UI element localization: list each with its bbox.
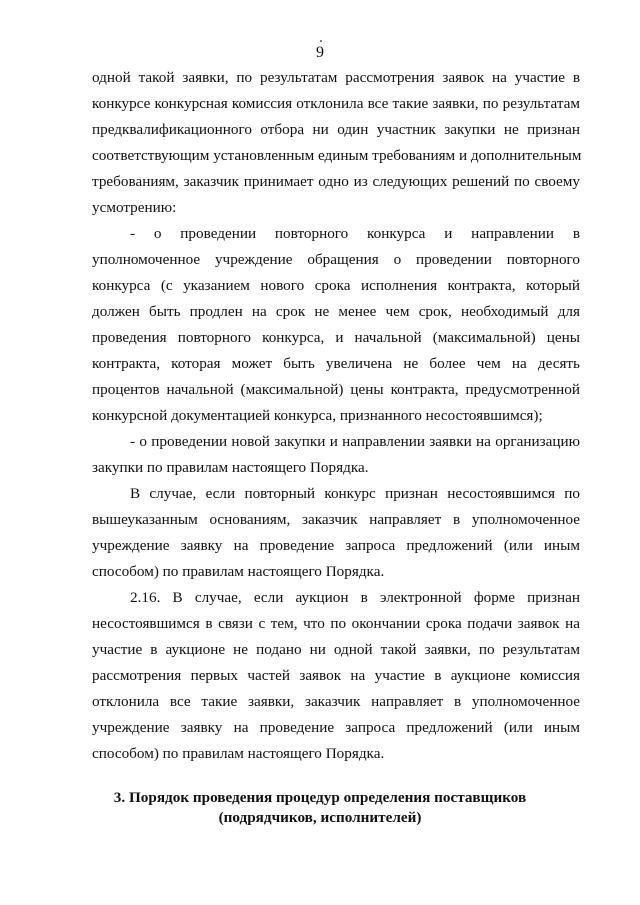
body-line: способом) по правилам настоящего Порядка. [92, 745, 385, 762]
section-heading-line-1: 3. Порядок проведения процедур определения поставщиков [113, 789, 527, 806]
body-line: предквалификационного отбора ни один участник закупки не признан [92, 121, 580, 138]
scan-speck [320, 40, 322, 42]
body-line: отклонила все такие заявки, заказчик направляет в уполномоченное [92, 693, 580, 710]
body-line: одной такой заявки, по результатам рассмотрения заявок на участие в [92, 69, 580, 86]
body-line: рассмотрения первых частей заявок на участие в аукционе комиссия [92, 667, 580, 684]
paragraph-first-line: В случае, если повторный конкурс признан несостоявшимся по [130, 485, 580, 502]
paragraph-first-line: 2.16. В случае, если аукцион в электронной форме признан [130, 589, 580, 606]
page-number: 9 [316, 44, 324, 61]
body-line: способом) по правилам настоящего Порядка. [92, 563, 385, 580]
list-item-line: - о проведении новой закупки и направлении заявки на организацию [130, 433, 580, 450]
body-line: требованиям, заказчик принимает одно из следующих решений по своему [92, 173, 580, 190]
body-line: конкурсе конкурсная комиссия отклонила все такие заявки, по результатам [92, 95, 580, 112]
body-line: должен быть продлен на срок не менее чем срок, необходимый для [92, 303, 580, 320]
body-line: проведения повторного конкурса, и начальной (максимальной) цены [92, 329, 580, 346]
body-line: участие в аукционе не подано ни одной такой заявки, по результатам [92, 641, 580, 658]
body-line: закупки по правилам настоящего Порядка. [92, 459, 369, 476]
body-line: уполномоченное учреждение обращения о проведении повторного [92, 251, 580, 268]
body-line: процентов начальной (максимальной) цены контракта, предусмотренной [92, 381, 580, 398]
body-line: учреждение заявку на проведение запроса предложений (или иным [92, 719, 580, 736]
body-line: контракта, которая может быть увеличена не более чем на десять [92, 355, 580, 372]
body-line: вышеуказанным основаниям, заказчик направляет в уполномоченное [92, 511, 580, 528]
section-heading-line-2: (подрядчиков, исполнителей) [218, 809, 422, 826]
body-line: конкурсной документацией конкурса, признанного несостоявшимся); [92, 407, 543, 424]
body-line: усмотрению: [92, 199, 177, 216]
body-line: конкурса (с указанием нового срока исполнения контракта, который [92, 277, 580, 294]
body-line: несостоявшимся в связи с тем, что по окончании срока подачи заявок на [92, 615, 580, 632]
body-line: учреждение заявку на проведение запроса предложений (или иным [92, 537, 580, 554]
body-line: соответствующим установленным единым требованиям и дополнительным [92, 147, 582, 164]
list-item-line: - о проведении повторного конкурса и направлении в [130, 225, 580, 242]
